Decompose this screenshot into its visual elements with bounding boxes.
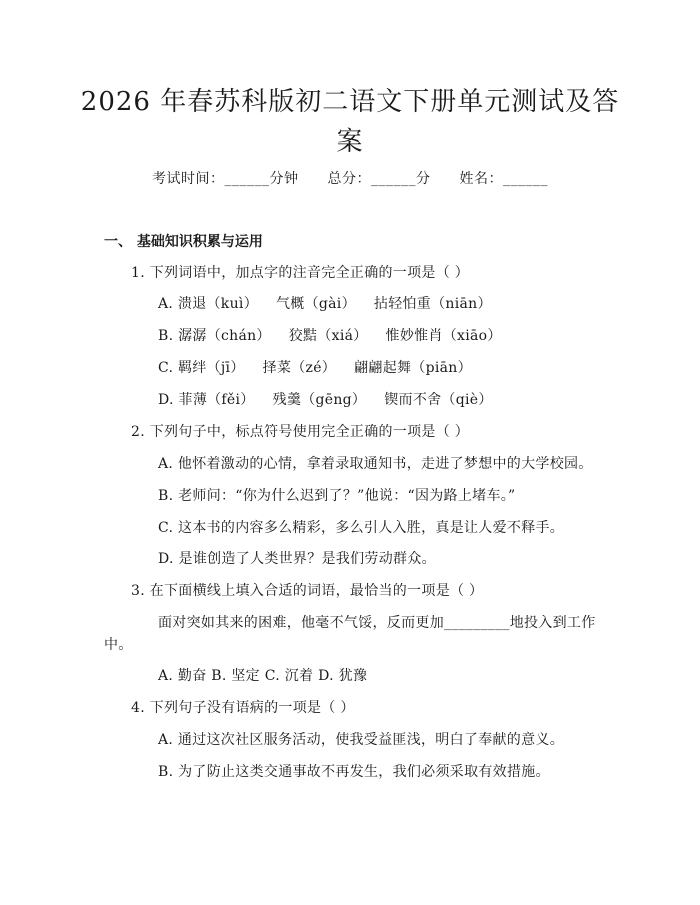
question-1-option-a	[158, 293, 492, 313]
option-d-word-3: 锲而不舍（qiè）	[384, 392, 493, 408]
option-a-word-2: 气概（gài）	[276, 296, 356, 312]
question-4-stem: 4. 下列句子没有语病的一项是（ ）	[131, 700, 355, 716]
exam-time: 考试时间：______分钟	[152, 171, 299, 187]
title-line-1: 2026 年春苏科版初二语文下册单元测试及答	[80, 87, 620, 117]
student-name: 姓名：______	[459, 171, 548, 187]
question-1-stem: 1. 下列词语中，加点字的注音完全正确的一项是（ ）	[131, 265, 470, 281]
option-d-word-1: D. 菲薄（fěi）	[158, 392, 255, 408]
question-4-option-b: B. 为了防止这类交通事故不再发生，我们必须采取有效措施。	[158, 764, 550, 780]
question-2-stem: 2. 下列句子中，标点符号使用完全正确的一项是（ ）	[131, 424, 470, 440]
question-3-options: A. 勤奋 B. 坚定 C. 沉着 D. 犹豫	[158, 668, 368, 684]
question-2-option-d: D. 是谁创造了人类世界？是我们劳动群众。	[158, 551, 436, 567]
section-heading: 一、 基础知识积累与运用	[104, 234, 263, 250]
question-2-option-c: C. 这本书的内容多么精彩，多么引人入胜，真是让人爱不释手。	[158, 520, 565, 536]
option-b-word-3: 惟妙惟肖（xiāo）	[385, 328, 502, 344]
question-1-option-b	[158, 325, 502, 345]
question-2-option-b: B. 老师问：“你为什么迟到了？”他说：“因为路上堵车。”	[158, 488, 516, 504]
option-c-word-3: 翩翩起舞（piān）	[354, 360, 472, 376]
exam-meta	[0, 168, 700, 188]
title-line-2: 案	[336, 127, 364, 157]
question-1-option-d	[158, 389, 493, 409]
option-c-word-2: 择菜（zé）	[262, 360, 337, 376]
total-score: 总分：______分	[327, 171, 431, 187]
option-b-word-1: B. 潺潺（chán）	[158, 328, 271, 344]
question-3-passage-line-1: 面对突如其来的困难，他毫不气馁，反而更加_________地投入到工作	[158, 615, 596, 631]
option-b-word-2: 狡黠（xiá）	[288, 328, 368, 344]
document-title	[80, 82, 620, 162]
option-c-word-1: C. 羁绊（jī）	[158, 360, 245, 376]
option-a-word-1: A. 溃退（kuì）	[158, 296, 258, 312]
option-a-word-3: 拈轻怕重（niān）	[373, 296, 492, 312]
option-d-word-2: 残羹（gēng）	[272, 392, 367, 408]
question-3-passage-line-2: 中。	[104, 637, 133, 653]
question-1-option-c	[158, 357, 472, 377]
question-2-option-a: A. 他怀着激动的心情，拿着录取通知书，走进了梦想中的大学校园。	[158, 456, 593, 472]
question-3-stem: 3. 在下面横线上填入合适的词语，最恰当的一项是（ ）	[131, 583, 484, 599]
question-4-option-a: A. 通过这次社区服务活动，使我受益匪浅，明白了奉献的意义。	[158, 732, 565, 748]
